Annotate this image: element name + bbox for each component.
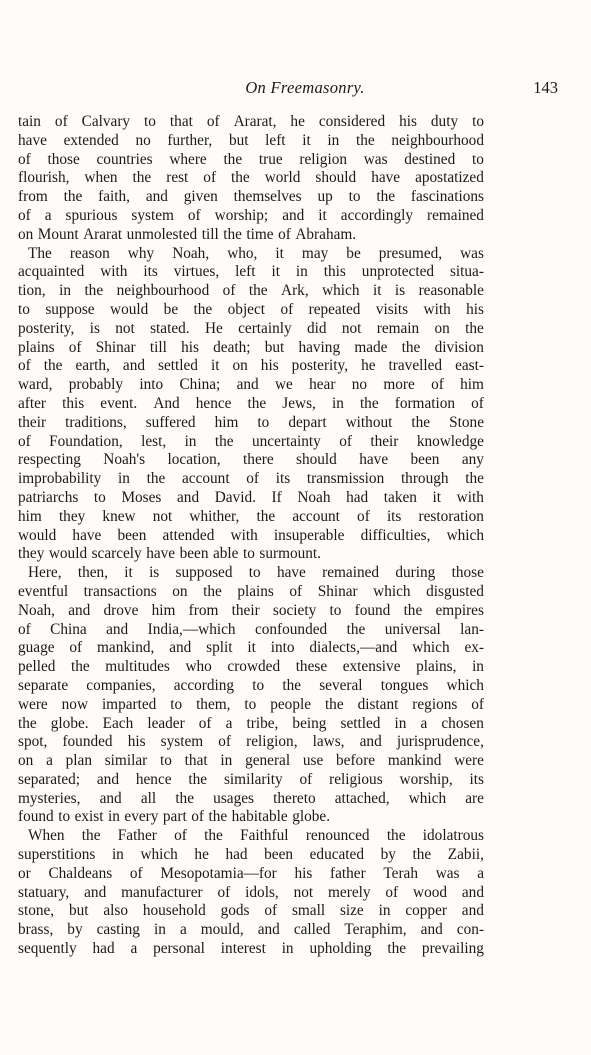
text-line: of a spurious system of worship; and it accordingly remained	[18, 206, 484, 224]
text-line: pelled the multitudes who crowded these extensive plains, in	[18, 658, 484, 676]
running-head	[18, 78, 591, 102]
text-line: tain of Calvary to that of Ararat, he considered his duty to	[18, 113, 484, 130]
text-line: plains of Shinar till his death; but having made the division	[18, 338, 484, 356]
text-line: separate companies, according to the several tongues which	[18, 676, 484, 694]
text-line: guage of mankind, and split it into dialects,—and which ex-	[18, 639, 484, 657]
text-line: were now imparted to them, to people the distant regions of	[18, 695, 484, 713]
text-line: of those countries where the true religion was destined to	[18, 150, 484, 168]
text-line: patriarchs to Moses and David. If Noah had taken it with	[18, 488, 484, 506]
text-line: of Foundation, lest, in the uncertainty of their knowledge	[18, 432, 484, 450]
text-line: superstitions in which he had been educated by the Zabii,	[18, 846, 484, 864]
text-line: mysteries, and all the usages thereto attached, which are	[18, 789, 484, 807]
text-line: the globe. Each leader of a tribe, being settled in a chosen	[18, 714, 484, 732]
text-line: their traditions, suffered him to depart without the Stone	[18, 413, 484, 431]
text-line: posterity, is not stated. He certainly did not remain on the	[18, 319, 484, 337]
text-line: statuary, and manufacturer of idols, not merely of wood and	[18, 883, 484, 901]
text-line: on Mount Ararat unmolested till the time of Abraham.	[18, 225, 357, 243]
text-line: of the earth, and settled it on his posterity, he travelled east-	[18, 357, 484, 375]
text-line: him they knew not whither, the account of its restoration	[18, 507, 484, 525]
text-line: tion, in the neighbourhood of the Ark, which it is reasonable	[18, 282, 484, 300]
text-line: Noah, and drove him from their society to found the empires	[18, 601, 484, 619]
text-line: spot, founded his system of religion, laws, and jurisprudence,	[18, 733, 484, 751]
text-line: brass, by casting in a mould, and called Teraphim, and con-	[18, 921, 484, 939]
body-text	[18, 113, 484, 959]
text-line: or Chaldeans of Mesopotamia—for his father Terah was a	[18, 864, 484, 882]
text-line: they would scarcely have been able to surmount.	[18, 545, 321, 563]
text-line: Here, then, it is supposed to have remained during those	[28, 564, 484, 582]
text-line: after this event. And hence the Jews, in the formation of	[18, 394, 484, 412]
page-number: 143	[533, 78, 558, 97]
text-line: stone, but also household gods of small size in copper and	[18, 902, 484, 920]
text-line: flourish, when the rest of the world should have apostatized	[18, 169, 484, 187]
text-line: The reason why Noah, who, it may be presumed, was	[28, 244, 484, 262]
text-line: from the faith, and given themselves up to the fascinations	[18, 188, 484, 206]
text-line: improbability in the account of its transmission through the	[18, 470, 484, 488]
text-line: found to exist in every part of the habitable globe.	[18, 808, 331, 826]
text-line: would have been attended with insuperable difficulties, which	[18, 526, 484, 544]
running-title: On Freemasonry.	[245, 78, 365, 97]
text-line: eventful transactions on the plains of Shinar which disgusted	[18, 582, 484, 600]
text-line: on a plan similar to that in general use before mankind were	[18, 752, 484, 770]
text-line: ward, probably into China; and we hear no more of him	[18, 376, 484, 394]
text-line: respecting Noah's location, there should have been any	[18, 451, 484, 469]
text-line: When the Father of the Faithful renounced the idolatrous	[28, 827, 484, 845]
text-line: to suppose would be the object of repeated visits with his	[18, 300, 484, 318]
text-line: have extended no further, but left it in the neighbourhood	[18, 131, 484, 149]
text-line: sequently had a personal interest in upholding the prevailing	[18, 940, 484, 958]
text-line: separated; and hence the similarity of religious worship, its	[18, 770, 484, 788]
text-line: acquainted with its virtues, left it in this unprotected situa-	[18, 263, 484, 281]
text-line: of China and India,—which confounded the universal lan-	[18, 620, 484, 638]
